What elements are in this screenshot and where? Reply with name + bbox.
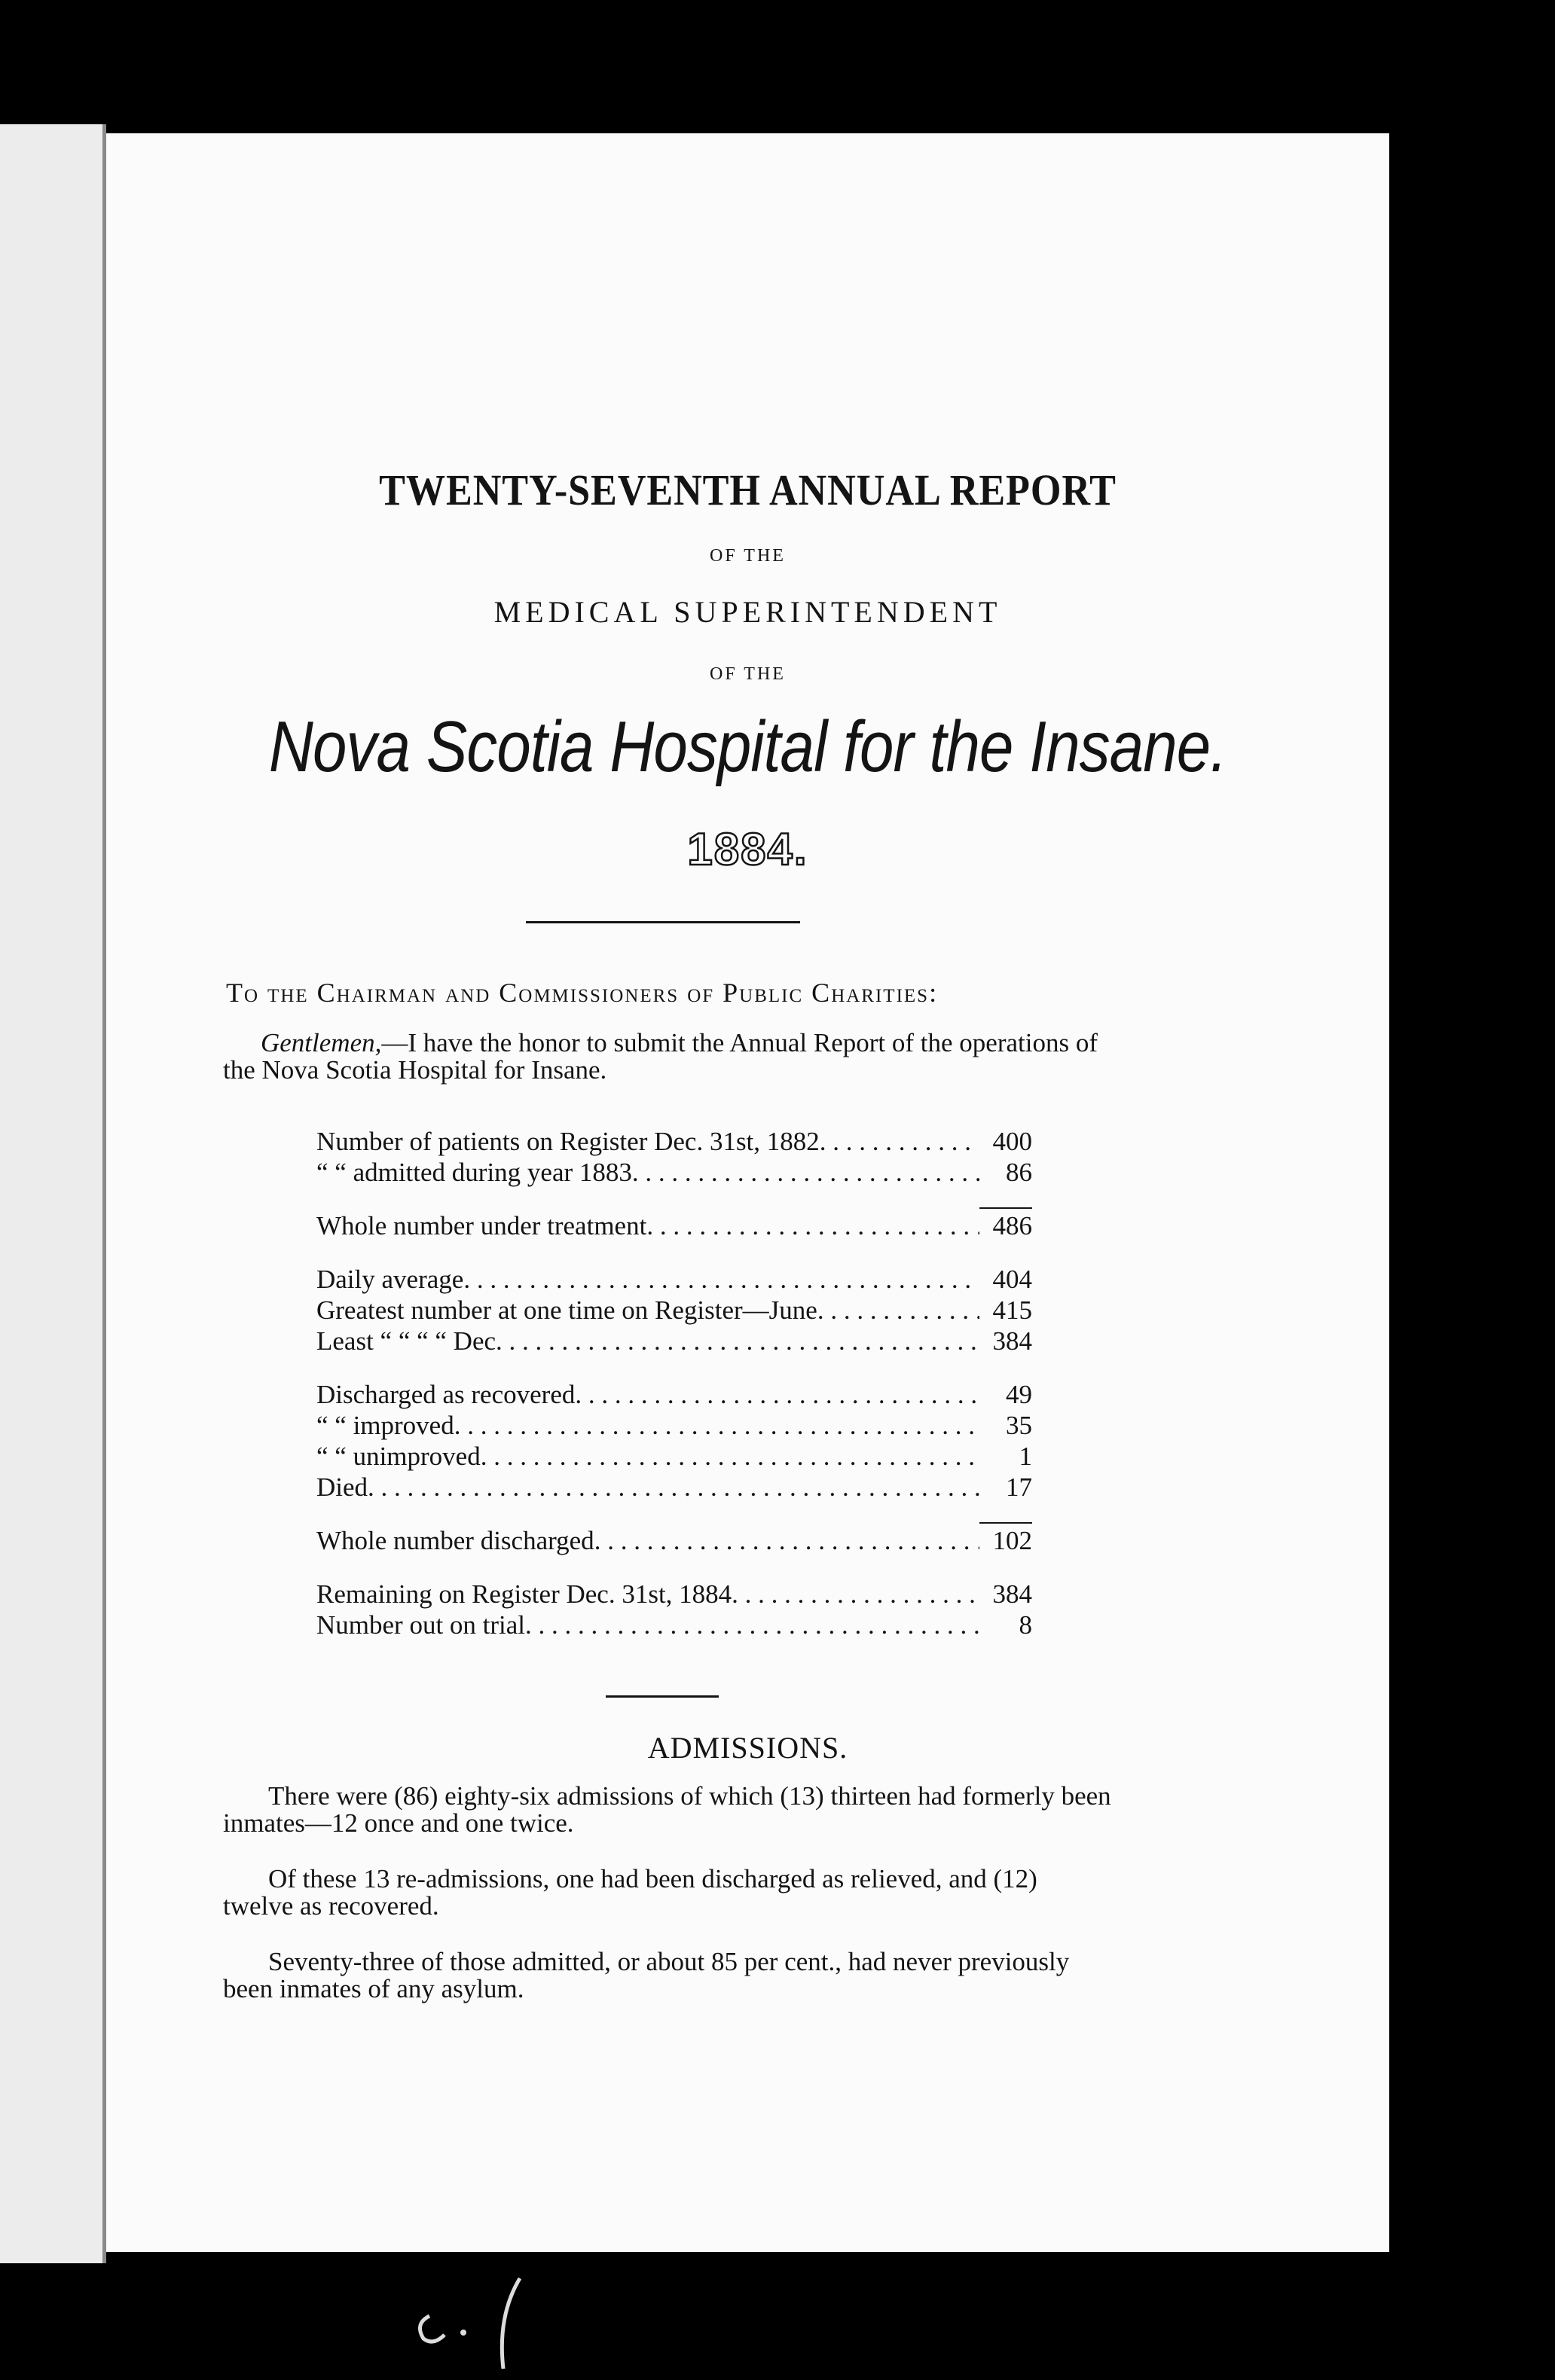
stats-value: 415: [992, 1295, 1032, 1325]
stats-row: [316, 1126, 1032, 1157]
stats-row: [316, 1295, 1032, 1326]
report-year: 1884.: [687, 824, 808, 874]
stats-row: [316, 1157, 1032, 1188]
stats-group-gap: [316, 1556, 1032, 1579]
leader-dots: [368, 1472, 979, 1503]
stats-value: 49: [1006, 1380, 1032, 1409]
stats-value: 404: [992, 1265, 1032, 1294]
stats-row: [316, 1210, 1032, 1241]
stats-group-gap: [316, 1241, 1032, 1264]
stats-label: “ “ unimproved: [316, 1442, 481, 1471]
stats-row: [316, 1472, 1032, 1503]
leader-dots: [632, 1157, 979, 1188]
stats-value: 102: [992, 1526, 1032, 1555]
leader-dots: [454, 1410, 979, 1441]
stats-label: Remaining on Register Dec. 31st, 1884: [316, 1579, 732, 1609]
leader-dots: [594, 1525, 979, 1556]
stats-value: 1: [1019, 1442, 1032, 1471]
stats-value: 86: [1006, 1158, 1032, 1187]
stats-row: [316, 1264, 1032, 1295]
intro-text: —I have the honor to submit the Annual Report of the operations of the Nova Scotia Hospital for Insane.: [223, 1028, 1098, 1085]
stats-label: Whole number under treatment: [316, 1211, 647, 1240]
stats-value: 17: [1006, 1472, 1032, 1502]
stats-group-gap: [316, 1188, 1032, 1210]
leader-dots: [463, 1264, 979, 1295]
stats-label: “ “ improved: [316, 1411, 454, 1440]
admissions-heading: ADMISSIONS.: [647, 1731, 848, 1765]
intro-paragraph: [223, 1030, 1112, 1084]
report-page: [106, 133, 1389, 2252]
admissions-paragraph-2: Of these 13 re-admissions, one had been discharged as relieved, and (12) twelve as recovered.: [223, 1864, 1037, 1921]
stats-value: 8: [1019, 1610, 1032, 1640]
stats-value: 400: [992, 1127, 1032, 1156]
greeting: Gentlemen,: [261, 1028, 382, 1057]
leader-dots: [646, 1210, 979, 1241]
stats-row: [316, 1610, 1032, 1640]
admissions-paragraph-1: There were (86) eighty-six admissions of which (13) thirteen had formerly been inmates—12 once and one twice.: [223, 1781, 1111, 1838]
leader-dots: [732, 1579, 979, 1610]
leader-dots: [820, 1126, 979, 1157]
stats-value: 486: [992, 1211, 1032, 1240]
leader-dots: [496, 1326, 979, 1356]
admissions-paragraph-3: Seventy-three of those admitted, or about 85 per cent., had never previously been inmates of any asylum.: [223, 1947, 1070, 2003]
stats-label: “ “ admitted during year 1883: [316, 1158, 632, 1187]
stats-value: 35: [1006, 1411, 1032, 1440]
stats-label: Number out on trial: [316, 1610, 526, 1640]
of-the-line: OF THE: [710, 546, 786, 566]
stats-row: [316, 1441, 1032, 1472]
stats-label: Discharged as recovered: [316, 1380, 576, 1409]
stats-label: Greatest number at one time on Register—June: [316, 1295, 817, 1325]
stats-label: Number of patients on Register Dec. 31st, 1882: [316, 1127, 820, 1156]
stats-group-gap: [316, 1503, 1032, 1525]
stats-group-gap: [316, 1356, 1032, 1379]
leader-dots: [817, 1295, 979, 1326]
stats-label: Daily average: [316, 1265, 464, 1294]
stats-label: Died: [316, 1472, 368, 1502]
divider-rule: [526, 921, 800, 923]
leader-dots: [525, 1610, 979, 1640]
stats-row: [316, 1579, 1032, 1610]
stats-row: [316, 1525, 1032, 1556]
stats-row: [316, 1326, 1032, 1356]
report-subtitle: MEDICAL SUPERINTENDENT: [493, 595, 1002, 629]
institution-name: Nova Scotia Hospital for the Insane.: [268, 706, 1227, 787]
statistics-table: [316, 1126, 1032, 1640]
stats-label: Least “ “ “ “ Dec: [316, 1326, 496, 1356]
leader-dots: [575, 1379, 979, 1410]
facing-page-edge: [0, 124, 106, 2263]
section-divider: [606, 1695, 719, 1698]
stats-label: Whole number discharged: [316, 1526, 594, 1555]
salutation: To the Chairman and Commissioners of Public Charities:: [226, 978, 939, 1008]
leader-dots: [481, 1441, 979, 1472]
stats-row: [316, 1410, 1032, 1441]
handwritten-mark: [407, 2271, 558, 2376]
report-title: TWENTY-SEVENTH ANNUAL REPORT: [379, 465, 1117, 514]
stats-value: 384: [992, 1326, 1032, 1356]
of-the-line-2: OF THE: [710, 664, 786, 684]
stats-value: 384: [992, 1579, 1032, 1609]
stats-row: [316, 1379, 1032, 1410]
